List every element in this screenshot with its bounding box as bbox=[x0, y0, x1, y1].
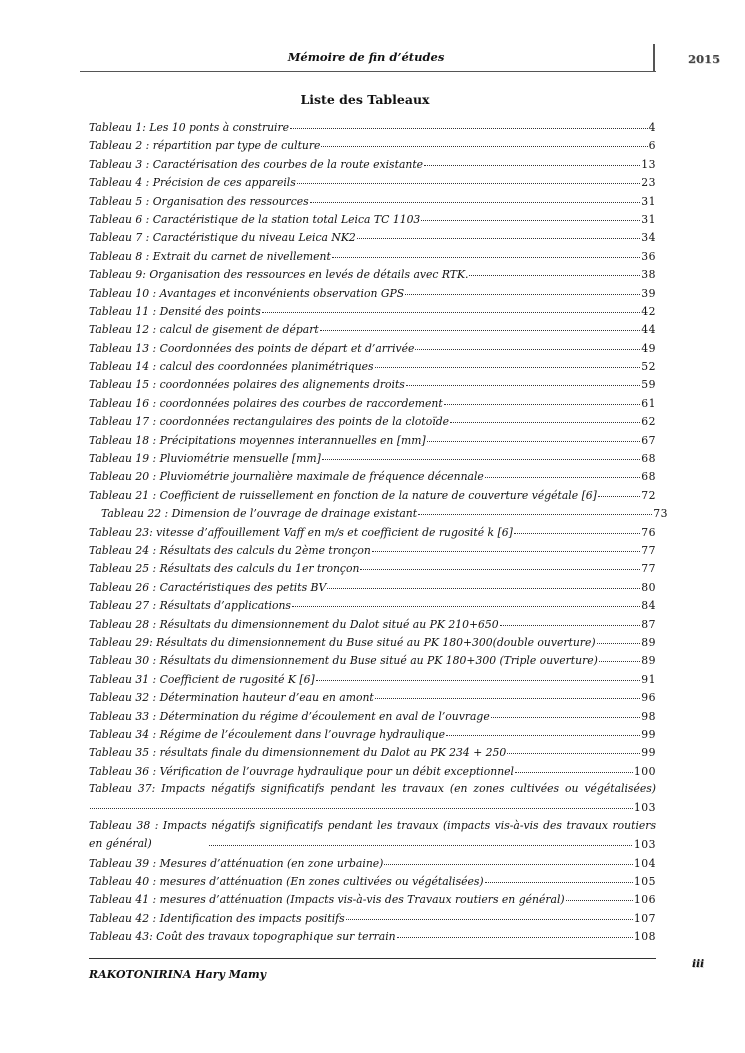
list-item-label: Tableau 17 : coordonnées rectangulaires des points de la clotoïde bbox=[89, 415, 450, 429]
list-item-label: Tableau 33 : Détermination du régime d’écoulement en aval de l’ouvrage bbox=[89, 709, 490, 723]
leader-dots bbox=[415, 339, 640, 350]
list-item-page: 106 bbox=[633, 893, 656, 907]
list-item-page: 100 bbox=[633, 764, 656, 778]
list-item-page: 89 bbox=[641, 654, 656, 668]
list-item[interactable] bbox=[89, 578, 656, 596]
header-title: Mémoire de fin d’études bbox=[287, 50, 445, 64]
list-item[interactable] bbox=[89, 596, 656, 614]
leader-dots bbox=[209, 833, 632, 846]
list-item[interactable] bbox=[89, 615, 656, 633]
list-item-label: Tableau 7 : Caractéristique du niveau Leica NK2 bbox=[89, 231, 356, 245]
list-item-page: 4 bbox=[648, 121, 656, 134]
list-item[interactable] bbox=[89, 265, 656, 283]
list-item-page: 23 bbox=[641, 176, 656, 190]
leader-dots bbox=[444, 394, 641, 405]
list-item-page: 108 bbox=[633, 930, 656, 944]
list-item-page: 49 bbox=[641, 341, 656, 355]
list-item[interactable] bbox=[89, 890, 656, 908]
list-item-label: Tableau 22 : Dimension de l’ouvrage de drainage existant bbox=[101, 507, 418, 521]
list-item-page: 77 bbox=[641, 543, 656, 557]
list-item[interactable] bbox=[89, 320, 656, 338]
list-item-page: 61 bbox=[641, 396, 656, 410]
leader-dots bbox=[316, 670, 641, 681]
list-item-page: 36 bbox=[641, 249, 656, 263]
leader-dots bbox=[507, 743, 640, 754]
header-rule bbox=[80, 71, 656, 72]
list-item[interactable] bbox=[89, 136, 656, 154]
list-item-label: Tableau 18 : Précipitations moyennes interannuelles en [mm] bbox=[89, 433, 426, 447]
list-item-page: 31 bbox=[641, 212, 656, 226]
list-item-page: 44 bbox=[641, 323, 656, 337]
list-item-page: 98 bbox=[641, 709, 656, 723]
footer-page-number: iii bbox=[692, 958, 704, 970]
leader-dots bbox=[262, 302, 641, 313]
list-item-label: Tableau 27 : Résultats d’applications bbox=[89, 599, 291, 613]
list-item-label: Tableau 41 : mesures d’atténuation (Impacts vis-à-vis des Travaux routiers en général) bbox=[89, 893, 565, 907]
table-list bbox=[89, 118, 668, 946]
leader-dots bbox=[485, 872, 633, 883]
list-item[interactable] bbox=[89, 725, 656, 743]
leader-dots bbox=[327, 578, 640, 589]
leader-dots bbox=[360, 559, 640, 570]
leader-dots bbox=[446, 725, 640, 736]
list-item-page: 6 bbox=[648, 139, 656, 153]
leader-dots bbox=[406, 375, 640, 386]
list-item-page: 59 bbox=[641, 378, 656, 392]
page-header bbox=[0, 0, 745, 80]
page-title: Liste des Tableaux bbox=[300, 92, 430, 107]
list-item-page: 68 bbox=[641, 470, 656, 484]
leader-dots bbox=[491, 707, 641, 718]
list-item[interactable] bbox=[89, 228, 656, 246]
list-item-page: 99 bbox=[641, 727, 656, 741]
leader-dots bbox=[332, 247, 640, 258]
list-item-page: 80 bbox=[641, 580, 656, 594]
list-item-page: 77 bbox=[641, 562, 656, 576]
list-item[interactable] bbox=[89, 927, 656, 945]
list-item-page: 104 bbox=[633, 856, 656, 870]
list-item-page: 62 bbox=[641, 415, 656, 429]
list-item-label: Tableau 16 : coordonnées polaires des courbes de raccordement bbox=[89, 396, 443, 410]
list-item[interactable] bbox=[89, 210, 656, 228]
leader-dots bbox=[418, 504, 652, 515]
list-item-label: Tableau 1: Les 10 ponts à construire bbox=[89, 121, 290, 134]
list-item[interactable] bbox=[89, 633, 656, 651]
list-item-page: 87 bbox=[641, 617, 656, 631]
leader-dots bbox=[375, 688, 641, 699]
leader-dots bbox=[514, 523, 640, 534]
list-item-label: Tableau 19 : Pluviométrie mensuelle [mm] bbox=[89, 452, 321, 466]
leader-dots bbox=[322, 449, 640, 460]
footer-author: RAKOTONIRINA Hary Mamy bbox=[89, 968, 267, 981]
list-item[interactable] bbox=[89, 467, 656, 485]
list-item-continuation bbox=[89, 798, 656, 816]
list-item[interactable] bbox=[89, 339, 656, 357]
list-item[interactable] bbox=[89, 670, 656, 688]
list-item-page: 99 bbox=[641, 746, 656, 760]
leader-dots bbox=[405, 284, 640, 295]
list-item-label: Tableau 40 : mesures d’atténuation (En zones cultivées ou végétalisées) bbox=[89, 875, 484, 889]
leader-dots bbox=[90, 798, 633, 809]
list-item-page: 67 bbox=[641, 433, 656, 447]
list-item-label: Tableau 35 : résultats finale du dimensionnement du Dalot au PK 234 + 250 bbox=[89, 746, 507, 760]
list-item[interactable] bbox=[89, 707, 656, 725]
list-item[interactable] bbox=[89, 909, 656, 927]
list-item-label: Tableau 23: vitesse d’affouillement Vaff en m/s et coefficient de rugosité k [6] bbox=[89, 525, 513, 539]
list-item[interactable] bbox=[89, 817, 656, 854]
list-item[interactable] bbox=[89, 431, 656, 449]
leader-dots bbox=[384, 854, 633, 865]
list-item-label: Tableau 14 : calcul des coordonnées planimétriques bbox=[89, 360, 374, 374]
list-item-page: 73 bbox=[653, 507, 668, 521]
list-item-page: 31 bbox=[641, 194, 656, 208]
list-item-label: Tableau 39 : Mesures d’atténuation (en zone urbaine) bbox=[89, 856, 384, 870]
list-item-label: Tableau 6 : Caractéristique de la station total Leica TC 1103 bbox=[89, 212, 421, 226]
list-item-page: 38 bbox=[641, 268, 656, 282]
leader-dots bbox=[597, 633, 641, 644]
list-item[interactable] bbox=[89, 541, 656, 559]
list-item-label: Tableau 38 : Impacts négatifs significatifs pendant les travaux (impacts vis-à-vis des travaux routiers en général) bbox=[89, 818, 656, 851]
list-item-page: 13 bbox=[641, 157, 656, 171]
list-item[interactable] bbox=[89, 559, 656, 577]
list-item-page: 105 bbox=[633, 875, 656, 889]
leader-dots bbox=[292, 596, 640, 607]
list-item-page: 42 bbox=[641, 304, 656, 318]
list-item[interactable] bbox=[89, 357, 656, 375]
leader-dots bbox=[566, 890, 633, 901]
list-item-label: Tableau 24 : Résultats des calculs du 2ème tronçon bbox=[89, 543, 371, 557]
list-item[interactable] bbox=[89, 523, 656, 541]
leader-dots bbox=[424, 155, 640, 166]
list-item-page: 76 bbox=[641, 525, 656, 539]
list-item-label: Tableau 13 : Coordonnées des points de départ et d’arrivée bbox=[89, 341, 415, 355]
list-item[interactable] bbox=[89, 247, 656, 265]
list-item-label: Tableau 29: Résultats du dimensionnement du Buse situé au PK 180+300(double ouverture) bbox=[89, 635, 596, 649]
leader-dots bbox=[450, 412, 640, 423]
list-item[interactable] bbox=[89, 651, 656, 669]
list-item-page: 52 bbox=[641, 360, 656, 374]
list-item-page: 107 bbox=[633, 911, 656, 925]
list-item[interactable] bbox=[89, 743, 656, 761]
list-item-label: Tableau 12 : calcul de gisement de départ bbox=[89, 323, 319, 337]
list-item-label: Tableau 37: Impacts négatifs significatifs pendant les travaux (en zones cultivées ou végétalisées) bbox=[89, 782, 656, 796]
list-item-page: 84 bbox=[641, 599, 656, 613]
list-item-label: Tableau 34 : Régime de l’écoulement dans l’ouvrage hydraulique bbox=[89, 727, 445, 741]
list-item-label: Tableau 8 : Extrait du carnet de nivellement bbox=[89, 249, 331, 263]
list-item[interactable] bbox=[89, 284, 656, 302]
footer-rule bbox=[89, 958, 656, 959]
list-item-page: 39 bbox=[641, 286, 656, 300]
list-item-page: 103 bbox=[633, 801, 656, 815]
list-item-label: Tableau 43: Coût des travaux topographique sur terrain bbox=[89, 930, 396, 944]
list-item-page: 89 bbox=[641, 635, 656, 649]
list-item-label: Tableau 21 : Coefficient de ruissellement en fonction de la nature de couverture végétale [6] bbox=[89, 488, 597, 502]
list-item[interactable] bbox=[89, 192, 656, 210]
list-item[interactable] bbox=[89, 449, 656, 467]
list-item-label: Tableau 10 : Avantages et inconvénients observation GPS bbox=[89, 286, 405, 300]
leader-dots bbox=[375, 357, 641, 368]
leader-dots bbox=[500, 615, 641, 626]
list-item-label: Tableau 3 : Caractérisation des courbes de la route existante bbox=[89, 157, 424, 171]
list-item-label: Tableau 32 : Détermination hauteur d’eau en amont bbox=[89, 691, 374, 705]
list-item-label: Tableau 25 : Résultats des calculs du 1er tronçon bbox=[89, 562, 360, 576]
list-item[interactable] bbox=[89, 688, 656, 706]
list-item-label: Tableau 2 : répartition par type de culture bbox=[89, 139, 321, 153]
leader-dots bbox=[599, 651, 640, 662]
list-item[interactable] bbox=[89, 872, 656, 890]
list-item-page: 96 bbox=[641, 691, 656, 705]
leader-dots bbox=[397, 927, 633, 938]
list-item-label: Tableau 42 : Identification des impacts positifs bbox=[89, 911, 345, 925]
leader-dots bbox=[469, 265, 640, 276]
leader-dots bbox=[346, 909, 633, 920]
leader-dots bbox=[310, 192, 641, 203]
list-item[interactable] bbox=[89, 375, 656, 393]
leader-dots bbox=[485, 467, 640, 478]
header-year: 2015 bbox=[688, 52, 721, 66]
list-item-label: Tableau 5 : Organisation des ressources bbox=[89, 194, 309, 208]
list-item-label: Tableau 31 : Coefficient de rugosité K [6] bbox=[89, 672, 315, 686]
leader-dots bbox=[321, 136, 647, 147]
list-item[interactable] bbox=[89, 486, 656, 504]
list-item-page: 68 bbox=[641, 452, 656, 466]
list-item-label: Tableau 36 : Vérification de l’ouvrage hydraulique pour un débit exceptionnel bbox=[89, 764, 515, 778]
list-item-page: 34 bbox=[641, 231, 656, 245]
leader-dots bbox=[290, 118, 648, 129]
leader-dots bbox=[515, 762, 633, 773]
list-item-label: Tableau 15 : coordonnées polaires des alignements droits bbox=[89, 378, 405, 392]
list-item[interactable] bbox=[89, 173, 656, 191]
list-item-label: Tableau 11 : Densité des points bbox=[89, 304, 261, 318]
list-item[interactable] bbox=[89, 854, 656, 872]
leader-dots bbox=[320, 320, 641, 331]
leader-dots bbox=[297, 173, 640, 184]
list-item-label: Tableau 30 : Résultats du dimensionnement du Buse situé au PK 180+300 (Triple ouverture) bbox=[89, 654, 598, 668]
list-item[interactable] bbox=[89, 302, 656, 320]
list-item-label: Tableau 28 : Résultats du dimensionnement du Dalot situé au PK 210+650 bbox=[89, 617, 499, 631]
leader-dots bbox=[427, 431, 641, 442]
header-divider bbox=[653, 44, 655, 72]
list-item[interactable] bbox=[89, 394, 656, 412]
list-item-page: 72 bbox=[641, 488, 656, 502]
list-item[interactable] bbox=[89, 762, 656, 780]
list-item-page: 103 bbox=[633, 838, 656, 852]
list-item-page: 91 bbox=[641, 672, 656, 686]
list-item[interactable] bbox=[89, 118, 656, 136]
list-item-label: Tableau 9: Organisation des ressources en levés de détails avec RTK. bbox=[89, 268, 469, 282]
leader-dots bbox=[598, 486, 640, 497]
list-item[interactable] bbox=[89, 504, 668, 522]
leader-dots bbox=[421, 210, 640, 221]
list-item-label: Tableau 26 : Caractéristiques des petits BV bbox=[89, 580, 327, 594]
list-item[interactable] bbox=[89, 155, 656, 173]
leader-dots bbox=[372, 541, 640, 552]
list-item[interactable] bbox=[89, 780, 656, 798]
list-item-label: Tableau 20 : Pluviométrie journalière maximale de fréquence décennale bbox=[89, 470, 484, 484]
leader-dots bbox=[357, 228, 640, 239]
list-item-label: Tableau 4 : Précision de ces appareils bbox=[89, 176, 296, 190]
list-item[interactable] bbox=[89, 412, 656, 430]
